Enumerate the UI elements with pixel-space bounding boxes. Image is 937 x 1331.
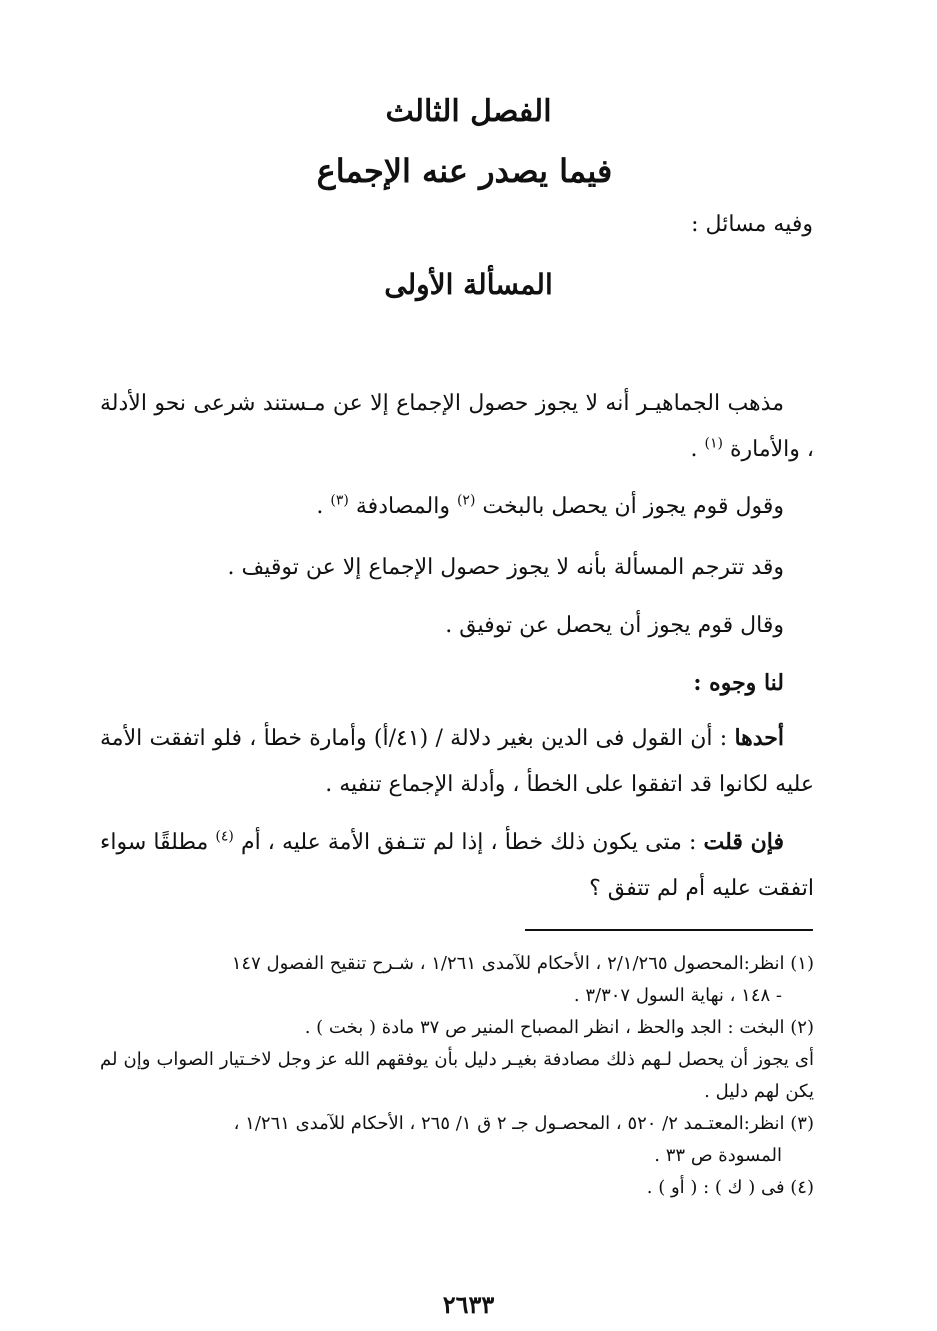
paragraph-first-argument — [100, 715, 814, 808]
footnote-2: (٢) البخت : الجد والحظ ، انظر المصباح المنير ص ٣٧ مادة ( بخت ) . — [304, 1017, 814, 1038]
page-number: ٢٦٣٣ — [442, 1290, 495, 1319]
paragraph-chance-view — [100, 484, 814, 530]
paragraph-text: مذهب الجماهيـر أنه لا يجوز حصول الإجماع إلا عن مـستند شرعى نحو الأدلة ، والأمارة — [100, 391, 814, 462]
paragraph-text: : أن القول فى الدين بغير دلالة / (٤١/أ) وأمارة خطأ ، فلو اتفقت الأمة عليه لكانوا قد اتفقوا على الخطأ ، وأدلة الإجماع تنفيه . — [100, 726, 814, 797]
paragraph-text-mid: والمصادفة — [355, 494, 450, 519]
footnote-ref-3: (٣) — [330, 492, 349, 509]
paragraph-objection — [100, 819, 814, 912]
paragraph-lead: فإن قلت — [703, 829, 785, 855]
paragraph-text: وقول قوم يجوز أن يحصل بالبخت — [482, 494, 784, 519]
paragraph-end: مطلقًا سواء اتفقت عليه أم لم تتفق ؟ — [100, 830, 814, 901]
chapter-title: الفصل الثالث — [385, 94, 552, 129]
paragraph-translation-note: وقد تترجم المسألة بأنه لا يجوز حصول الإجماع إلا عن توقيف . — [227, 555, 784, 580]
footnote-ref-4: (٤) — [215, 828, 234, 845]
paragraph-arguments-heading: لنا وجوه : — [693, 670, 784, 696]
chapter-subtitle: فيما يصدر عنه الإجماع — [316, 152, 613, 190]
paragraph-end: . — [316, 494, 324, 519]
footnotes-section — [100, 948, 814, 1204]
paragraph-lead: أحدها — [734, 725, 785, 751]
footnote-ref-2: (٢) — [456, 492, 476, 509]
footnote-3: (٣) انظر:المعتـمد ٢/ ٥٢٠ ، المحصـول جـ ٢ ق ١/ ٢٦٥ ، الأحكام للآمدى ١/٢٦١ ، — [233, 1113, 814, 1134]
footnote-ref-1: (١) — [704, 435, 723, 452]
footnote-2-explanation: أى يجوز أن يحصل لـهم ذلك مصادفة بغيـر دليل بأن يوفقهم الله عز وجل لاخـتيار الصواب وإن لم يكن لهم دليل . — [100, 1049, 814, 1102]
chapter-intro: وفيه مسائل : — [691, 212, 813, 237]
paragraph-majority-view — [100, 381, 814, 473]
footnote-1-continuation: - ١٤٨ ، نهاية السول ٣/٣٠٧ . — [573, 985, 782, 1006]
paragraph-text: : متى يكون ذلك خطأ ، إذا لم تتـفق الأمة عليه ، أم — [240, 830, 704, 855]
footnote-1: (١) انظر:المحصول ٢/١/٢٦٥ ، الأحكام للآمدى ١/٢٦١ ، شـرح تنقيح الفصول ١٤٧ — [231, 953, 814, 974]
paragraph-end: . — [690, 437, 698, 462]
footnote-4: (٤) فى ( ك ) : ( أو ) . — [646, 1177, 814, 1198]
footnote-3-continuation: المسودة ص ٣٣ . — [654, 1145, 782, 1166]
footnote-divider — [525, 929, 813, 931]
issue-title: المسألة الأولى — [384, 268, 553, 301]
paragraph-another-view: وقال قوم يجوز أن يحصل عن توفيق . — [445, 613, 784, 638]
